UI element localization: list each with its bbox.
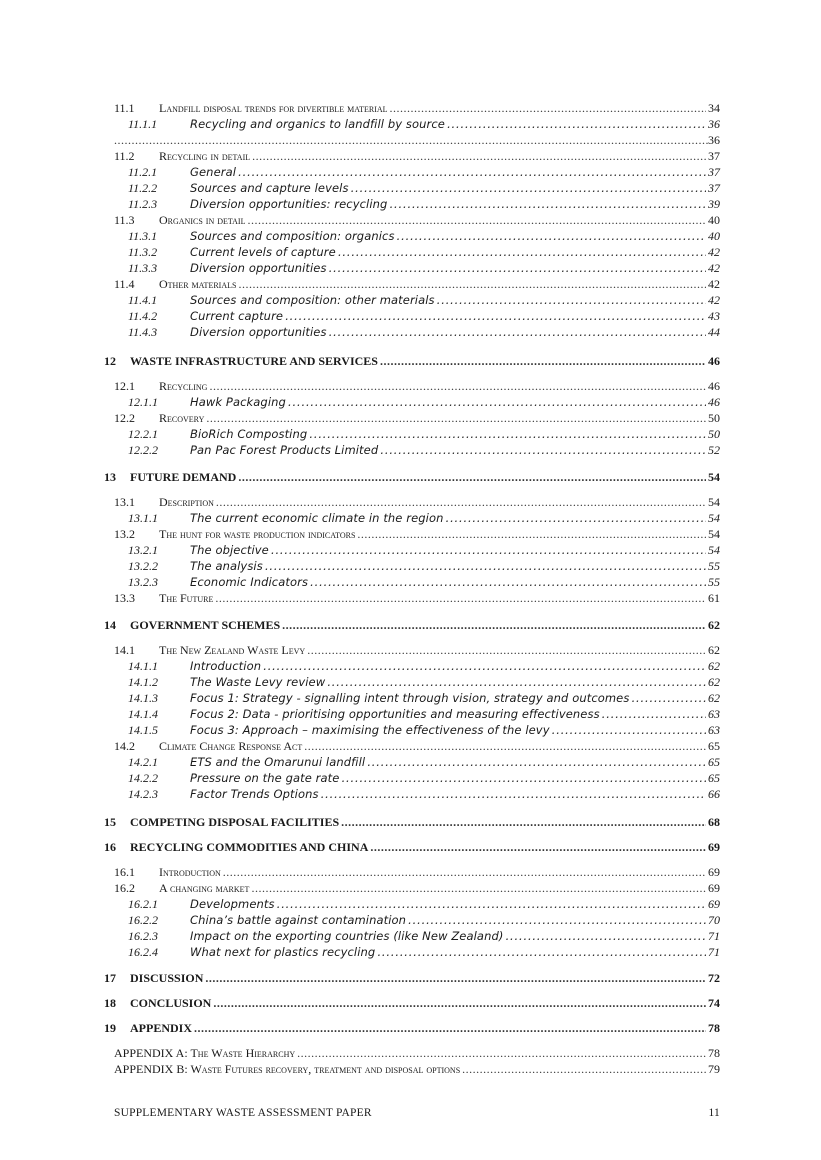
toc-entry[interactable] <box>128 294 720 307</box>
dot-leader <box>390 102 706 114</box>
dot-leader <box>505 930 706 943</box>
toc-entry-title: Sources and capture levels <box>190 181 349 195</box>
dot-leader <box>238 166 706 179</box>
dot-leader <box>370 841 706 853</box>
dot-leader <box>206 412 706 424</box>
toc-entry-title: Sources and composition: other materials <box>190 293 435 307</box>
dot-leader <box>327 676 706 689</box>
dot-leader <box>552 724 706 737</box>
dot-leader <box>307 644 706 656</box>
toc-entry-title: Climate Change Response Act <box>159 739 303 753</box>
toc-entry-title: Pressure on the gate rate <box>190 771 340 785</box>
toc-entry[interactable] <box>128 898 720 911</box>
toc-entry-page: 63 <box>708 723 720 737</box>
toc-entry-title: GOVERNMENT SCHEMES <box>130 618 281 632</box>
toc-entry-page: 79 <box>708 1062 720 1076</box>
toc-entry[interactable] <box>114 592 720 604</box>
toc-entry-title: RECYCLING COMMODITIES AND CHINA <box>130 840 369 854</box>
toc-entry-number: 13.2.1 <box>128 543 158 557</box>
dot-leader <box>329 326 706 339</box>
toc-entry[interactable] <box>128 310 720 323</box>
toc-entry-number: 11.3.2 <box>128 245 158 259</box>
toc-entry-number: 14.1.5 <box>128 723 158 737</box>
toc-entry-title: Introduction <box>190 659 262 673</box>
toc-entry-title: A changing market <box>159 881 250 895</box>
toc-entry-number: 13 <box>104 470 116 484</box>
toc-entry[interactable] <box>114 150 720 162</box>
dot-leader <box>367 756 706 769</box>
toc-entry-title: Factor Trends Options <box>190 787 319 801</box>
toc-entry-number: 14.2.3 <box>128 787 158 801</box>
dot-leader <box>329 262 706 275</box>
toc-entry-page: 50 <box>708 411 720 425</box>
toc-entry-number: 11.3.3 <box>128 261 158 275</box>
dot-leader <box>223 866 706 878</box>
dot-leader <box>380 355 706 367</box>
toc-entry-title: Sources and composition: organics <box>190 229 395 243</box>
toc-entry-number: 13.1 <box>114 495 135 509</box>
toc-entry-title: China’s battle against contamination <box>190 913 407 927</box>
toc-entry-title: APPENDIX B: Waste Futures recovery, treatment and disposal options <box>114 1062 461 1076</box>
dot-leader <box>265 560 706 573</box>
toc-entry-title: Recycling and organics to landfill by source <box>190 117 445 131</box>
toc-entry-number: 12.1.1 <box>128 395 158 409</box>
dot-leader <box>247 214 706 226</box>
toc-entry-title: WASTE INFRASTRUCTURE AND SERVICES <box>130 354 378 368</box>
toc-entry-page: 69 <box>708 865 720 879</box>
toc-entry[interactable] <box>114 380 720 392</box>
toc-entry-title: Current levels of capture <box>190 245 336 259</box>
toc-entry[interactable] <box>114 102 720 114</box>
toc-entry[interactable] <box>104 816 720 828</box>
toc-entry-title: Organics in detail <box>159 213 246 227</box>
toc-entry[interactable] <box>128 444 720 457</box>
toc-entry[interactable] <box>128 230 720 243</box>
dot-leader <box>288 396 706 409</box>
toc-entry-page: 69 <box>708 840 720 854</box>
toc-entry-number: 11.4.2 <box>128 309 158 323</box>
dot-leader <box>602 708 706 721</box>
toc-entry-number: 17 <box>104 971 116 985</box>
dot-leader <box>341 772 706 785</box>
toc-entry-title: Recovery <box>159 411 205 425</box>
toc-entry[interactable] <box>128 428 720 441</box>
toc-entry[interactable] <box>128 118 720 131</box>
toc-entry-number: 11.1.1 <box>128 117 158 131</box>
toc-entry-title: Recycling in detail <box>159 149 251 163</box>
toc-entry-title: Description <box>159 495 214 509</box>
toc-entry-title: The New Zealand Waste Levy <box>159 643 306 657</box>
toc-entry-number: 16.2.1 <box>128 897 158 911</box>
toc-entry[interactable] <box>128 166 720 179</box>
toc-entry-title: Recycling <box>159 379 208 393</box>
toc-entry-title: The hunt for waste production indicators <box>159 527 356 541</box>
toc-entry-page: 63 <box>708 707 720 721</box>
toc-entry-page: 36 <box>708 117 720 131</box>
toc-entry[interactable] <box>128 788 720 801</box>
dot-leader <box>238 471 706 483</box>
toc-entry[interactable] <box>114 134 720 146</box>
dot-leader <box>252 150 706 162</box>
dot-leader <box>216 496 706 508</box>
toc-entry-number: 18 <box>104 996 116 1010</box>
toc-entry-number: 11.3 <box>114 213 135 227</box>
toc-entry-page: 62 <box>708 675 720 689</box>
toc-entry-page: 55 <box>708 575 720 589</box>
toc-entry-page: 65 <box>708 739 720 753</box>
dot-leader <box>310 576 706 589</box>
toc-entry-page: 68 <box>708 815 720 829</box>
toc-entry-title: Diversion opportunities <box>190 261 327 275</box>
toc-entry[interactable] <box>114 1063 720 1075</box>
toc-entry-page: 65 <box>708 755 720 769</box>
footer-page-number: 11 <box>708 1107 720 1119</box>
toc-entry[interactable] <box>114 740 720 752</box>
toc-entry-title: The Waste Levy review <box>190 675 326 689</box>
toc-entry[interactable] <box>128 182 720 195</box>
toc-entry[interactable] <box>128 756 720 769</box>
toc-entry-number: 14.2.2 <box>128 771 158 785</box>
dot-leader <box>341 816 706 828</box>
toc-entry[interactable] <box>104 841 720 853</box>
toc-entry[interactable] <box>128 198 720 211</box>
dot-leader <box>297 1047 706 1059</box>
toc-entry-title: Economic Indicators <box>190 575 309 589</box>
toc-entry[interactable] <box>104 355 720 367</box>
dot-leader <box>357 528 706 540</box>
toc-entry-number: 12.2.2 <box>128 443 158 457</box>
toc-entry-number: 14.1.1 <box>128 659 158 673</box>
toc-entry[interactable] <box>114 528 720 540</box>
toc-entry-page: 62 <box>708 643 720 657</box>
dot-leader <box>389 198 706 211</box>
toc-entry[interactable] <box>114 214 720 226</box>
toc-entry-number: 13.3 <box>114 591 135 605</box>
toc-entry-page: 54 <box>708 470 720 484</box>
toc-entry-title: Diversion opportunities: recycling <box>190 197 388 211</box>
toc-entry[interactable] <box>128 708 720 721</box>
toc-entry-page: 54 <box>708 495 720 509</box>
toc-entry-number: 16 <box>104 840 116 854</box>
dot-leader <box>285 310 706 323</box>
toc-entry-page: 71 <box>708 929 720 943</box>
toc-entry-title: Focus 1: Strategy - signalling intent through vision, strategy and outcomes <box>190 691 630 705</box>
toc-entry-page: 65 <box>708 771 720 785</box>
toc-entry-page: 36 <box>708 133 720 147</box>
toc-entry-title: Pan Pac Forest Products Limited <box>190 443 379 457</box>
dot-leader <box>209 380 706 392</box>
dot-leader <box>380 444 706 457</box>
toc-entry-number: 11.3.1 <box>128 229 158 243</box>
toc-entry-title: Other materials <box>159 277 237 291</box>
toc-entry-number: 12.2.1 <box>128 427 158 441</box>
toc-entry-number: 11.4.1 <box>128 293 158 307</box>
toc-entry-number: 15 <box>104 815 116 829</box>
toc-entry-title: Introduction <box>159 865 221 879</box>
toc-entry-page: 50 <box>708 427 720 441</box>
toc-entry[interactable] <box>128 946 720 959</box>
dot-leader <box>238 278 706 290</box>
toc-entry-number: 16.2.3 <box>128 929 158 943</box>
toc-entry-page: 78 <box>708 1046 720 1060</box>
toc-entry-number: 14.2.1 <box>128 755 158 769</box>
toc-entry-page: 42 <box>708 261 720 275</box>
toc-entry-page: 42 <box>708 277 720 291</box>
toc-entry-page: 54 <box>708 527 720 541</box>
dot-leader <box>251 882 706 894</box>
toc-entry-number: 13.1.1 <box>128 511 158 525</box>
toc-entry[interactable] <box>114 278 720 290</box>
toc-entry-title: ETS and the Omarunui landfill <box>190 755 366 769</box>
toc-entry[interactable] <box>114 866 720 878</box>
toc-entry-title: Focus 3: Approach – maximising the effectiveness of the levy <box>190 723 550 737</box>
toc-entry[interactable] <box>104 1022 720 1034</box>
toc-entry-page: 69 <box>708 897 720 911</box>
dot-leader <box>304 740 706 752</box>
toc-entry-number: 14.1.3 <box>128 691 158 705</box>
toc-entry[interactable] <box>128 930 720 943</box>
toc-entry-title: BioRich Composting <box>190 427 308 441</box>
dot-leader <box>277 898 706 911</box>
toc-entry-title: Developments <box>190 897 275 911</box>
toc-entry[interactable] <box>128 576 720 589</box>
dot-leader <box>447 118 706 131</box>
toc-entry-number: 16.1 <box>114 865 135 879</box>
toc-entry-page: 74 <box>708 996 720 1010</box>
toc-entry-title: Hawk Packaging <box>190 395 286 409</box>
dot-leader <box>445 512 706 525</box>
dot-leader <box>205 972 706 984</box>
toc-entry[interactable] <box>128 262 720 275</box>
dot-leader <box>631 692 706 705</box>
toc-entry[interactable] <box>128 560 720 573</box>
toc-entry-page: 42 <box>708 293 720 307</box>
toc-entry-number: 16.2.4 <box>128 945 158 959</box>
dot-leader <box>377 946 706 959</box>
toc-entry-title: COMPETING DISPOSAL FACILITIES <box>130 815 340 829</box>
toc-entry-page: 54 <box>708 543 720 557</box>
dot-leader <box>114 134 708 146</box>
dot-leader <box>263 660 706 673</box>
toc-entry-page: 46 <box>708 379 720 393</box>
toc-entry-number: 11.2.3 <box>128 197 158 211</box>
toc-entry[interactable] <box>128 326 720 339</box>
toc-entry-page: 42 <box>708 245 720 259</box>
toc-entry-page: 40 <box>708 213 720 227</box>
dot-leader <box>397 230 706 243</box>
toc-entry-page: 34 <box>708 101 720 115</box>
dot-leader <box>351 182 706 195</box>
toc-entry[interactable] <box>114 1047 720 1059</box>
dot-leader <box>215 592 706 604</box>
toc-entry[interactable] <box>128 676 720 689</box>
toc-entry-number: 14.1.2 <box>128 675 158 689</box>
toc-entry[interactable] <box>104 471 720 483</box>
toc-entry-page: 40 <box>708 229 720 243</box>
toc-entry-number: 14.1.4 <box>128 707 158 721</box>
toc-entry[interactable] <box>104 972 720 984</box>
toc-entry-page: 72 <box>708 971 720 985</box>
toc-entry[interactable] <box>128 772 720 785</box>
toc-entry-number: 11.2 <box>114 149 135 163</box>
toc-entry-title: CONCLUSION <box>130 996 212 1010</box>
toc-entry-number: 11.2.2 <box>128 181 158 195</box>
toc-entry-title: Focus 2: Data - prioritising opportunities and measuring effectiveness <box>190 707 600 721</box>
dot-leader <box>271 544 706 557</box>
dot-leader <box>437 294 706 307</box>
toc-entry-page: 46 <box>708 354 720 368</box>
dot-leader <box>213 997 706 1009</box>
page-footer <box>114 1107 720 1119</box>
toc-entry-title: APPENDIX A: The Waste Hierarchy <box>114 1046 296 1060</box>
toc-entry-title: Diversion opportunities <box>190 325 327 339</box>
toc-entry[interactable] <box>128 692 720 705</box>
toc-entry[interactable] <box>114 412 720 424</box>
toc-entry-page: 44 <box>708 325 720 339</box>
dot-leader <box>321 788 706 801</box>
toc-entry[interactable] <box>104 619 720 631</box>
dot-leader <box>408 914 706 927</box>
toc-entry-number: 11.4 <box>114 277 135 291</box>
toc-entry-number: 12.1 <box>114 379 135 393</box>
toc-entry-number: 13.2 <box>114 527 135 541</box>
dot-leader <box>194 1022 706 1034</box>
toc-entry-number: 13.2.2 <box>128 559 158 573</box>
toc-entry-page: 43 <box>708 309 720 323</box>
toc-entry-page: 37 <box>708 181 720 195</box>
toc-entry[interactable] <box>114 496 720 508</box>
toc-entry-title: Current capture <box>190 309 284 323</box>
toc-entry[interactable] <box>104 997 720 1009</box>
toc-entry-number: 11.4.3 <box>128 325 158 339</box>
toc-entry-number: 14.2 <box>114 739 135 753</box>
toc-entry-page: 62 <box>708 691 720 705</box>
toc-entry-number: 11.1 <box>114 101 135 115</box>
toc-entry-page: 37 <box>708 165 720 179</box>
toc-entry-page: 62 <box>708 659 720 673</box>
toc-entry-title: The Future <box>159 591 214 605</box>
toc-entry-title: Landfill disposal trends for divertible material <box>159 101 388 115</box>
toc-entry[interactable] <box>128 660 720 673</box>
toc-entry[interactable] <box>128 544 720 557</box>
toc-entry-page: 70 <box>708 913 720 927</box>
toc-entry-page: 62 <box>708 618 720 632</box>
toc-entry-title: DISCUSSION <box>130 971 204 985</box>
dot-leader <box>282 619 706 631</box>
toc-entry[interactable] <box>128 724 720 737</box>
toc-entry-number: 16.2.2 <box>128 913 158 927</box>
dot-leader <box>338 246 706 259</box>
toc-entry[interactable] <box>128 246 720 259</box>
toc-entry-page: 54 <box>708 511 720 525</box>
dot-leader <box>309 428 706 441</box>
toc-entry-title: Impact on the exporting countries (like New Zealand) <box>190 929 504 943</box>
dot-leader <box>462 1063 706 1075</box>
toc-entry-title: APPENDIX <box>130 1021 192 1035</box>
toc-entry-title: FUTURE DEMAND <box>130 470 237 484</box>
toc-entry-number: 13.2.3 <box>128 575 158 589</box>
toc-entry[interactable] <box>128 914 720 927</box>
toc-entry-page: 61 <box>708 591 720 605</box>
toc-entry-title: The current economic climate in the region <box>190 511 444 525</box>
toc-entry-title: The analysis <box>190 559 263 573</box>
toc-entry-page: 66 <box>708 787 720 801</box>
toc-entry-number: 16.2 <box>114 881 135 895</box>
toc-entry-number: 14 <box>104 618 116 632</box>
toc-entry-number: 11.2.1 <box>128 165 158 179</box>
toc-entry[interactable] <box>114 644 720 656</box>
toc-entry-page: 37 <box>708 149 720 163</box>
toc-entry-number: 12.2 <box>114 411 135 425</box>
toc-entry-title: The objective <box>190 543 269 557</box>
toc-entry-number: 19 <box>104 1021 116 1035</box>
toc-entry-page: 39 <box>708 197 720 211</box>
footer-title: SUPPLEMENTARY WASTE ASSESSMENT PAPER <box>114 1107 372 1119</box>
toc-entry-page: 52 <box>708 443 720 457</box>
toc-entry[interactable] <box>128 396 720 409</box>
toc-entry-title: General <box>190 165 237 179</box>
toc-entry-number: 14.1 <box>114 643 135 657</box>
toc-entry-number: 12 <box>104 354 116 368</box>
toc-entry-page: 71 <box>708 945 720 959</box>
toc-entry-page: 69 <box>708 881 720 895</box>
toc-entry-title: What next for plastics recycling <box>190 945 376 959</box>
toc-entry[interactable] <box>114 882 720 894</box>
toc-entry-page: 46 <box>708 395 720 409</box>
toc-entry[interactable] <box>128 512 720 525</box>
toc-entry-page: 55 <box>708 559 720 573</box>
toc-entry-page: 78 <box>708 1021 720 1035</box>
